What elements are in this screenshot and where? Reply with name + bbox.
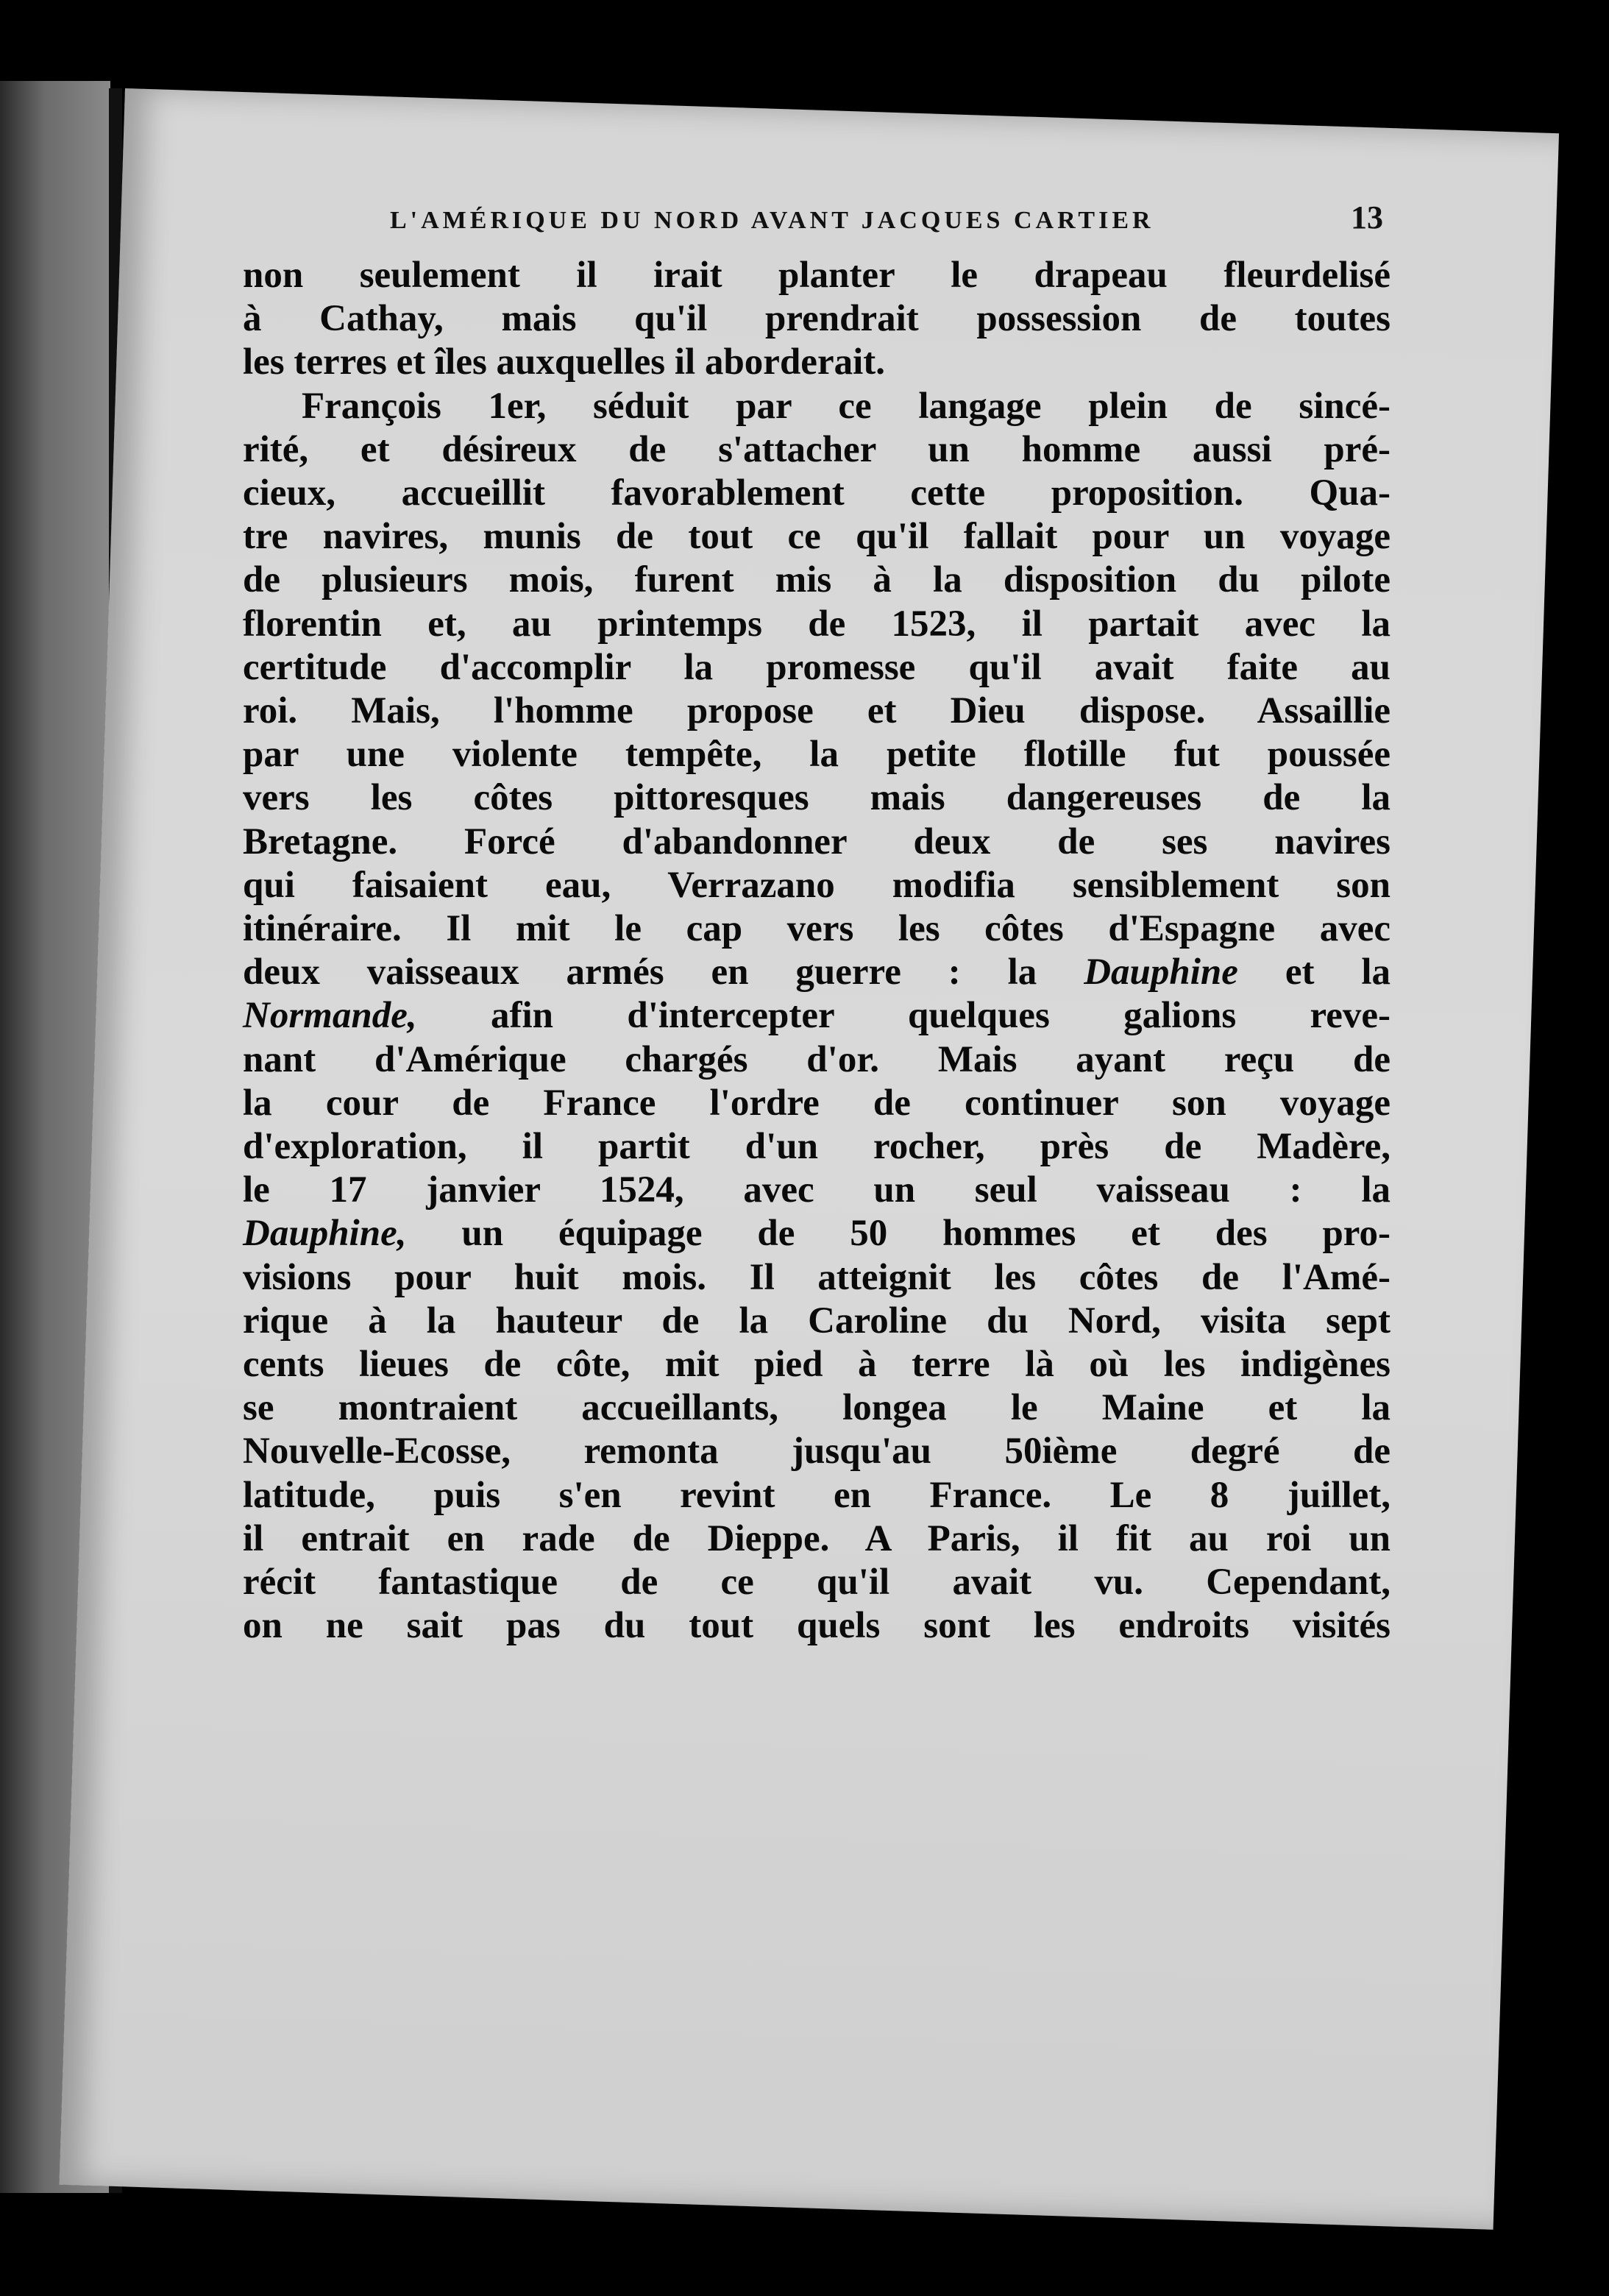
text-line: vers les côtes pittoresques mais dangereuses de la [243, 777, 1390, 819]
text-line: itinéraire. Il mit le cap vers les côtes d'Espagne avec [243, 908, 1390, 950]
text-line: florentin et, au printemps de 1523, il partait avec la [243, 603, 1390, 645]
text-segment: deux vaisseaux armés en guerre : la [243, 952, 1037, 993]
text-line: cieux, accueillit favorablement cette proposition. Qua- [243, 472, 1390, 514]
text-line: cents lieues de côte, mit pied à terre là où les indigènes [243, 1344, 1390, 1386]
text-line: on ne sait pas du tout quels sont les endroits visités [243, 1605, 1390, 1647]
text-line [243, 951, 1390, 994]
text-line [243, 994, 1390, 1038]
text-line: à Cathay, mais qu'il prendrait possession de toutes [243, 298, 1390, 340]
text-line: rité, et désireux de s'attacher un homme aussi pré- [243, 428, 1390, 470]
text-line: non seulement il irait planter le drapeau fleurdelisé [243, 255, 1390, 296]
text-line: qui faisaient eau, Verrazano modifia sensiblement son [243, 864, 1390, 906]
text-line: il entrait en rade de Dieppe. A Paris, il fit au roi un [243, 1517, 1390, 1559]
text-line: de plusieurs mois, furent mis à la disposition du pilote [243, 559, 1390, 601]
text-line: Nouvelle-Ecosse, remonta jusqu'au 50ième degré de [243, 1431, 1390, 1473]
text-segment: et la [1285, 952, 1390, 993]
text-line [243, 1212, 1390, 1255]
text-line: la cour de France l'ordre de continuer son voyage [243, 1082, 1390, 1124]
text-segment: un équipage de 50 hommes et des pro- [461, 1213, 1391, 1255]
text-line: le 17 janvier 1524, avec un seul vaisseau : la [243, 1169, 1390, 1211]
text-line: rique à la hauteur de la Caroline du Nord, visita sept [243, 1300, 1390, 1342]
running-header [390, 199, 1383, 236]
text-line: roi. Mais, l'homme propose et Dieu dispose. Assaillie [243, 690, 1390, 732]
text-segment: afin d'intercepter quelques galions reve- [490, 995, 1391, 1037]
text-line: visions pour huit mois. Il atteignit les côtes de l'Amé- [243, 1256, 1390, 1298]
text-line: François 1er, séduit par ce langage plein de sincé- [302, 385, 1390, 427]
text-line: tre navires, munis de tout ce qu'il fallait pour un voyage [243, 516, 1390, 558]
text-line: les terres et îles auxquelles il aborderait. [243, 341, 885, 383]
text-line: par une violente tempête, la petite flotille fut poussée [243, 734, 1390, 776]
body-text [243, 254, 1390, 1648]
running-title: L'AMÉRIQUE DU NORD AVANT JACQUES CARTIER [390, 207, 1154, 234]
text-line: nant d'Amérique chargés d'or. Mais ayant reçu de [243, 1038, 1390, 1080]
ship-name-dauphine: Dauphine [1084, 952, 1238, 993]
text-line: latitude, puis s'en revint en France. Le 8 juillet, [243, 1474, 1390, 1516]
page-number: 13 [1351, 199, 1383, 235]
text-line: récit fantastique de ce qu'il avait vu. Cependant, [243, 1562, 1390, 1604]
text-line: d'exploration, il partit d'un rocher, près de Madère, [243, 1126, 1390, 1168]
text-line: se montraient accueillants, longea le Maine et la [243, 1387, 1390, 1429]
ship-name-dauphine: Dauphine, [243, 1213, 407, 1255]
ship-name-normande: Normande, [243, 995, 417, 1037]
text-line: certitude d'accomplir la promesse qu'il avait faite au [243, 646, 1390, 688]
text-line: Bretagne. Forcé d'abandonner deux de ses navires [243, 821, 1390, 862]
